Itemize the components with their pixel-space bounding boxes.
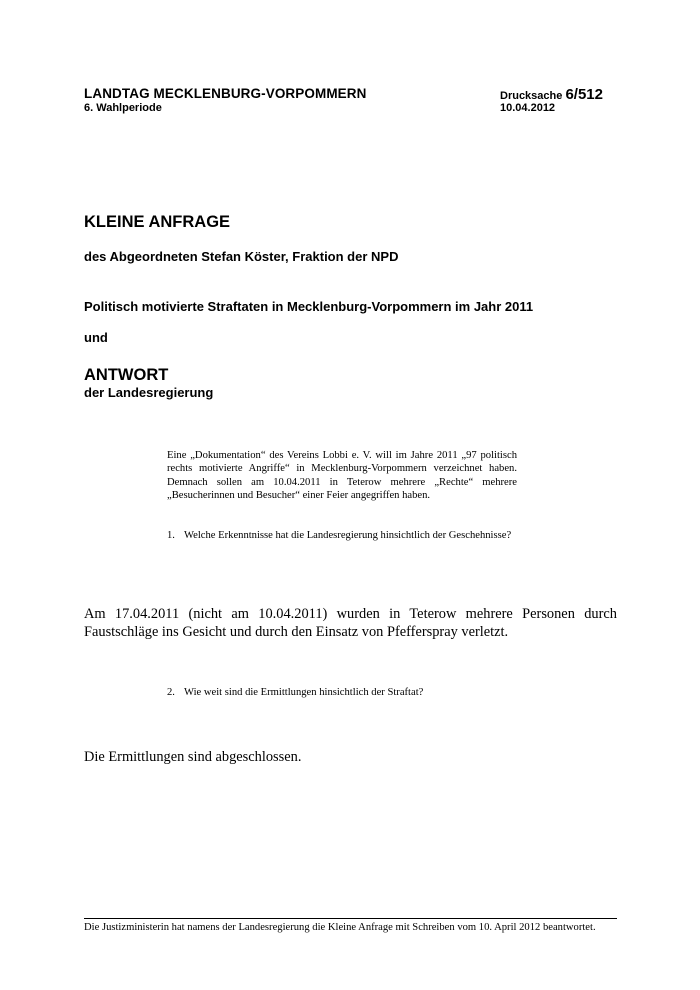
- drucksache: [500, 86, 603, 103]
- parliament-name: LANDTAG MECKLENBURG-VORPOMMERN: [84, 86, 367, 101]
- question-number: 2.: [167, 687, 175, 698]
- document-type-title: KLEINE ANFRAGE: [84, 213, 231, 231]
- answer-text: Am 17.04.2011 (nicht am 10.04.2011) wurden in Teterow mehrere Personen durch Faustschläge ins Gesicht und durch den Einsatz von Pfefferspray verletzt.: [84, 606, 617, 640]
- question-text: Welche Erkenntnisse hat die Landesregierung hinsichtlich der Geschehnisse?: [184, 530, 512, 541]
- answering-body: der Landesregierung: [84, 385, 214, 400]
- answer-text: Die Ermittlungen sind abgeschlossen.: [84, 749, 302, 765]
- election-period: 6. Wahlperiode: [84, 102, 162, 114]
- drucksache-label: Drucksache: [500, 90, 563, 102]
- question-text: Wie weit sind die Ermittlungen hinsichtlich der Straftat?: [184, 687, 424, 698]
- document-date: 10.04.2012: [500, 102, 556, 114]
- question-intro: Eine „Dokumentation“ des Vereins Lobbi e. V. will im Jahre 2011 „97 politisch rechts motivierte Angriffe“ in Mecklenburg-Vorpommern verzeichnet haben. Demnach sollen am 10.04.2011 in Teterow mehrere „Rechte“ mehrere „Besucherinnen und Besucher“ einer Feier angegriffen haben.: [167, 450, 517, 501]
- footer-note: Die Justizministerin hat namens der Landesregierung die Kleine Anfrage mit Schreiben vom 10. April 2012 beantwortet.: [84, 922, 596, 933]
- conjunction-und: und: [84, 330, 108, 345]
- drucksache-number: 6/512: [565, 86, 603, 103]
- topic-title: Politisch motivierte Straftaten in Mecklenburg-Vorpommern im Jahr 2011: [84, 299, 534, 314]
- question-number: 1.: [167, 530, 175, 541]
- answer-title: ANTWORT: [84, 366, 169, 384]
- author-line: des Abgeordneten Stefan Köster, Fraktion der NPD: [84, 249, 399, 264]
- footer-divider: [84, 918, 617, 919]
- question-item: [167, 686, 517, 699]
- question-item: [167, 529, 517, 542]
